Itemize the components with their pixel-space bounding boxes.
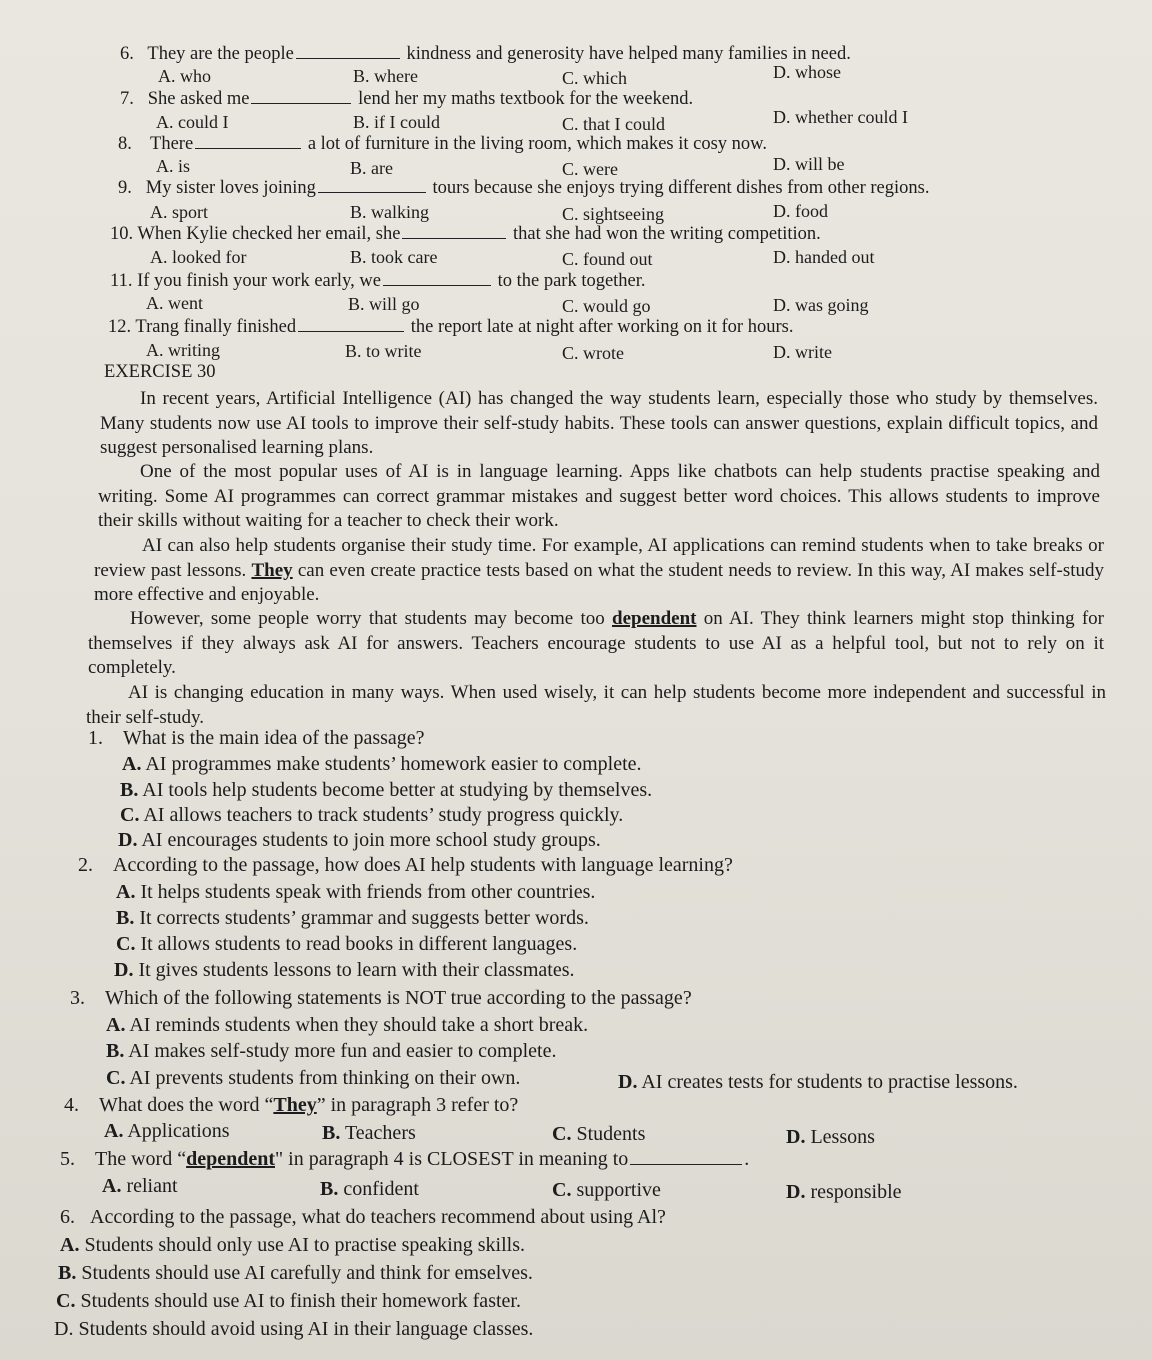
option-c: C. It allows students to read books in different languages. <box>116 933 578 955</box>
option-a: A. Students should only use AI to practise speaking skills. <box>60 1234 525 1256</box>
option-d: D. responsible <box>786 1181 902 1203</box>
option-c: C. were <box>562 159 618 179</box>
comprehension-question-6: 6. According to the passage, what do teachers recommend about using Al? <box>60 1206 666 1228</box>
passage-paragraph-1: In recent years, Artificial Intelligence (AI) has changed the way students learn, especially those who study by themselves. Many students now use AI tools to improve their self-study habits. These tools can answer questions, explain difficult topics, and suggest personalised learning plans. <box>100 388 1098 458</box>
comprehension-question-5: 5. The word “dependent" in paragraph 4 is CLOSEST in meaning to . <box>60 1148 750 1170</box>
option-b: B. AI makes self-study more fun and easier to complete. <box>106 1040 557 1062</box>
option-d: D. AI creates tests for students to practise lessons. <box>618 1071 1018 1093</box>
passage-paragraph-2: One of the most popular uses of AI is in language learning. Apps like chatbots can help students practise speaking and writing. Some AI programmes can correct grammar mistakes and suggest better word choices. This allows students to improve their skills without waiting for a teacher to check their work. <box>98 461 1100 531</box>
comprehension-question-2: 2. According to the passage, how does AI help students with language learning? <box>78 854 733 876</box>
option-a: A. is <box>156 156 191 176</box>
option-c: C. Students <box>552 1123 646 1145</box>
option-d: D. will be <box>773 154 845 174</box>
answer-blank <box>383 284 491 286</box>
option-b: B. It corrects students’ grammar and suggests better words. <box>116 907 589 929</box>
option-a: A. AI programmes make students’ homework easier to complete. <box>122 753 642 775</box>
option-d: D. write <box>773 342 832 362</box>
option-c: C. found out <box>562 249 653 269</box>
comprehension-question-4: 4. What does the word “They” in paragraph 3 refer to? <box>64 1094 519 1116</box>
question-6: 6. They are the people kindness and generosity have helped many families in need. <box>120 44 851 64</box>
option-c: C. AI allows teachers to track students’ study progress quickly. <box>120 804 624 826</box>
option-d: D. Lessons <box>786 1126 875 1148</box>
option-a: A. writing <box>146 340 220 360</box>
question-number: 11. <box>110 271 133 291</box>
comprehension-question-1: 1. What is the main idea of the passage? <box>88 727 425 749</box>
option-c: C. supportive <box>552 1179 661 1201</box>
exercise-title: EXERCISE 30 <box>104 362 216 382</box>
option-d: D. whether could I <box>773 107 908 127</box>
option-a: A. sport <box>150 202 208 222</box>
underlined-word-dependent: dependent <box>612 608 697 629</box>
question-9: 9. My sister loves joining tours because she enjoys trying different dishes from other regions. <box>118 178 930 198</box>
comprehension-question-3: 3. Which of the following statements is NOT true according to the passage? <box>70 987 692 1009</box>
option-a: A. looked for <box>150 247 247 267</box>
option-b: B. AI tools help students become better at studying by themselves. <box>120 779 653 801</box>
option-c: C. wrote <box>562 343 624 363</box>
question-number: 10. <box>110 224 134 244</box>
option-c: C. sightseeing <box>562 204 665 224</box>
question-number: 6. <box>120 44 134 64</box>
option-a: A. Applications <box>104 1120 230 1142</box>
option-b: B. where <box>353 66 418 86</box>
question-11: 11. If you finish your work early, we to the park together. <box>110 271 646 291</box>
question-7: 7. She asked me lend her my maths textbook for the weekend. <box>120 89 694 109</box>
option-b: B. will go <box>348 294 420 314</box>
passage-paragraph-5: AI is changing education in many ways. When used wisely, it can help students become more independent and successful in their self-study. <box>86 682 1106 728</box>
option-b: B. confident <box>320 1178 419 1200</box>
option-c: C. that I could <box>562 114 665 134</box>
question-number: 12. <box>108 317 132 337</box>
question-12: 12. Trang finally finished the report late at night after working on it for hours. <box>108 317 794 337</box>
answer-blank <box>251 102 351 104</box>
option-d: D. Students should avoid using AI in their language classes. <box>54 1318 534 1340</box>
option-d: D. AI encourages students to join more school study groups. <box>118 829 601 851</box>
option-d: D. handed out <box>773 247 875 267</box>
option-a: A. who <box>158 66 211 86</box>
option-b: B. walking <box>350 202 430 222</box>
option-c: C. would go <box>562 296 651 316</box>
option-d: D. It gives students lessons to learn with their classmates. <box>114 959 575 981</box>
answer-blank <box>298 330 404 332</box>
answer-blank <box>630 1163 742 1165</box>
answer-blank <box>318 191 426 193</box>
option-d: D. whose <box>773 62 841 82</box>
option-c: C. Students should use AI to finish their homework faster. <box>56 1290 521 1312</box>
option-a: A. could I <box>156 112 229 132</box>
question-number: 7. <box>120 89 134 109</box>
question-number: 9. <box>118 178 132 198</box>
option-d: D. food <box>773 201 828 221</box>
option-b: B. took care <box>350 247 438 267</box>
option-c: C. which <box>562 68 628 88</box>
option-a: A. reliant <box>102 1175 178 1197</box>
underlined-word-they: They <box>251 559 293 581</box>
option-b: B. to write <box>345 341 422 361</box>
option-b: B. are <box>350 158 393 178</box>
option-c: C. AI prevents students from thinking on their own. <box>106 1067 521 1089</box>
answer-blank <box>296 57 400 59</box>
passage-paragraph-4: However, some people worry that students may become too dependent on AI. They think learners might stop thinking for themselves if they always ask AI for answers. Teachers encourage students to use AI as a helpful tool, but not to rely on it completely. <box>88 608 1104 678</box>
answer-blank <box>195 147 301 149</box>
option-b: B. Students should use AI carefully and think for emselves. <box>58 1262 533 1284</box>
option-a: A. AI reminds students when they should take a short break. <box>106 1014 589 1036</box>
passage-paragraph-3: AI can also help students organise their study time. For example, AI applications can remind students when to take breaks or review past lessons. They can even create practice tests based on what the student needs to review. In this way, AI makes self-study more effective and enjoyable. <box>94 535 1104 605</box>
question-10: 10. When Kylie checked her email, she that she had won the writing competition. <box>110 224 821 244</box>
option-a: A. It helps students speak with friends from other countries. <box>116 881 596 903</box>
question-number: 8. <box>118 134 132 154</box>
option-d: D. was going <box>773 295 869 315</box>
question-8: 8. There a lot of furniture in the living room, which makes it cosy now. <box>118 134 767 154</box>
answer-blank <box>402 237 506 239</box>
option-b: B. Teachers <box>322 1122 416 1144</box>
option-b: B. if I could <box>353 112 440 132</box>
option-a: A. went <box>146 293 203 313</box>
